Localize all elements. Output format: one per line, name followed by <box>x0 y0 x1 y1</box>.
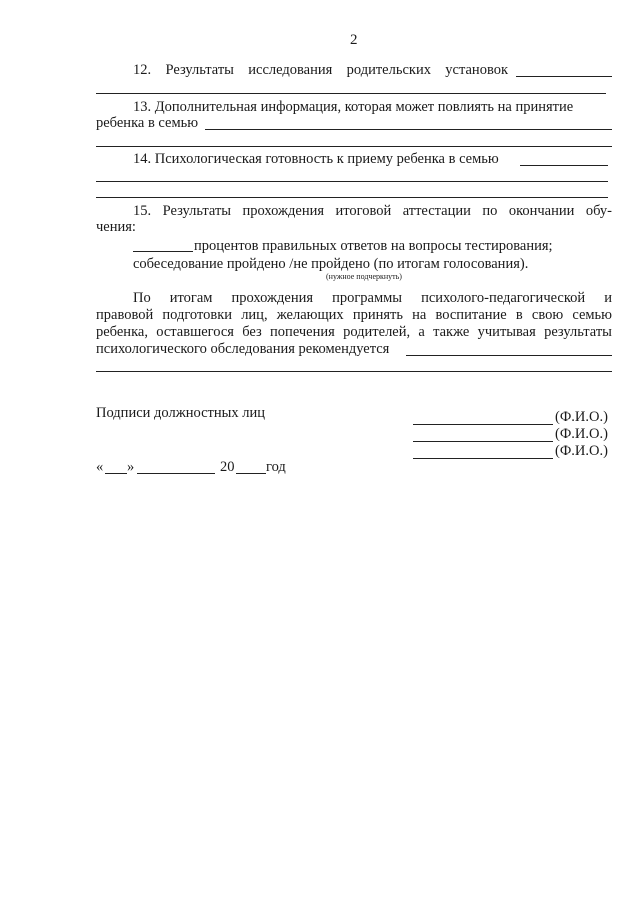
signature-fio-2: (Ф.И.О.) <box>555 426 608 442</box>
item-15-line-1 <box>133 203 612 220</box>
conclusion-word: родителей, <box>343 324 411 340</box>
conclusion-word: в <box>515 307 523 323</box>
conclusion-word: ребенка, <box>96 324 148 340</box>
date-year-prefix: 20 <box>220 459 235 475</box>
conclusion-word: учитывая <box>477 324 536 340</box>
signature-blank-1 <box>413 424 553 425</box>
page-number: 2 <box>350 32 358 48</box>
conclusion-word: прохождения <box>231 290 314 306</box>
item-12-text <box>133 62 508 79</box>
item-12-word: 12. <box>133 62 152 78</box>
item-14-blank-2 <box>96 181 608 182</box>
item-15-word: по <box>482 203 498 219</box>
date-year-blank <box>236 473 266 474</box>
item-15-word: 15. <box>133 203 152 219</box>
item-15-word: итоговой <box>335 203 392 219</box>
item-12-word: исследования <box>248 62 333 78</box>
conclusion-blank-2 <box>96 371 612 372</box>
date-close-quote: » <box>127 459 135 475</box>
item-12-blank-2 <box>96 93 606 94</box>
item-12-blank-1 <box>516 76 612 77</box>
item-15-word: окончании <box>508 203 575 219</box>
date-month-blank <box>137 473 215 474</box>
conclusion-blank-1 <box>406 355 612 356</box>
item-15-line-2: чения: <box>96 219 136 235</box>
item-15-line-4: собеседование пройдено /не пройдено (по итогам голосования). <box>133 256 529 272</box>
conclusion-word: а <box>418 324 425 340</box>
item-13-line-2: ребенка в семью <box>96 115 199 131</box>
signature-fio-1: (Ф.И.О.) <box>555 409 608 425</box>
signature-fio-3: (Ф.И.О.) <box>555 443 608 459</box>
conclusion-word: правовой <box>96 307 154 323</box>
conclusion-line-4: психологического обследования рекомендуется <box>96 341 390 357</box>
signatures-label: Подписи должностных лиц <box>96 405 265 421</box>
item-12-word: установок <box>445 62 508 78</box>
conclusion-word: без <box>242 324 262 340</box>
conclusion-word: свою <box>531 307 564 323</box>
conclusion-word: на <box>412 307 427 323</box>
conclusion-word: итогам <box>169 290 213 306</box>
item-13-blank-1 <box>205 129 612 130</box>
item-12-word: Результаты <box>165 62 234 78</box>
item-15-word: обу- <box>585 203 612 219</box>
conclusion-word: и <box>604 290 612 306</box>
conclusion-line-3 <box>96 324 612 341</box>
date-day-blank <box>105 473 127 474</box>
date-year-suffix: год <box>266 459 286 475</box>
conclusion-word: программы <box>332 290 403 306</box>
item-14-text: 14. Психологическая готовность к приему ребенка в семью <box>133 151 499 167</box>
conclusion-word: попечения <box>270 324 335 340</box>
conclusion-word: психолого-педагогической <box>421 290 586 306</box>
item-13-line-1: 13. Дополнительная информация, которая может повлиять на принятие <box>133 99 574 115</box>
item-14-blank-1 <box>520 165 608 166</box>
conclusion-word: По <box>133 290 151 306</box>
conclusion-word: семью <box>572 307 612 323</box>
item-15-word: прохождения <box>242 203 325 219</box>
conclusion-word: также <box>433 324 470 340</box>
item-13-blank-2 <box>96 146 612 147</box>
conclusion-word: воспитание <box>435 307 507 323</box>
item-15-word: Результаты <box>162 203 232 219</box>
conclusion-word: оставшегося <box>156 324 234 340</box>
item-15-word: аттестации <box>402 203 471 219</box>
item-15-line-3: процентов правильных ответов на вопросы тестирования; <box>194 238 553 254</box>
conclusion-word: результаты <box>544 324 612 340</box>
item-15-percent-blank <box>133 251 193 252</box>
conclusion-word: лиц, <box>241 307 268 323</box>
conclusion-word: подготовки <box>162 307 233 323</box>
signature-blank-3 <box>413 458 553 459</box>
conclusion-line-2 <box>96 307 612 324</box>
date-open-quote: « <box>96 459 104 475</box>
signature-blank-2 <box>413 441 553 442</box>
conclusion-line-1 <box>133 290 612 307</box>
conclusion-word: принять <box>352 307 403 323</box>
conclusion-word: желающих <box>276 307 344 323</box>
item-15-note: (нужное подчеркнуть) <box>326 272 402 281</box>
item-14-blank-3 <box>96 197 608 198</box>
item-12-word: родительских <box>346 62 431 78</box>
